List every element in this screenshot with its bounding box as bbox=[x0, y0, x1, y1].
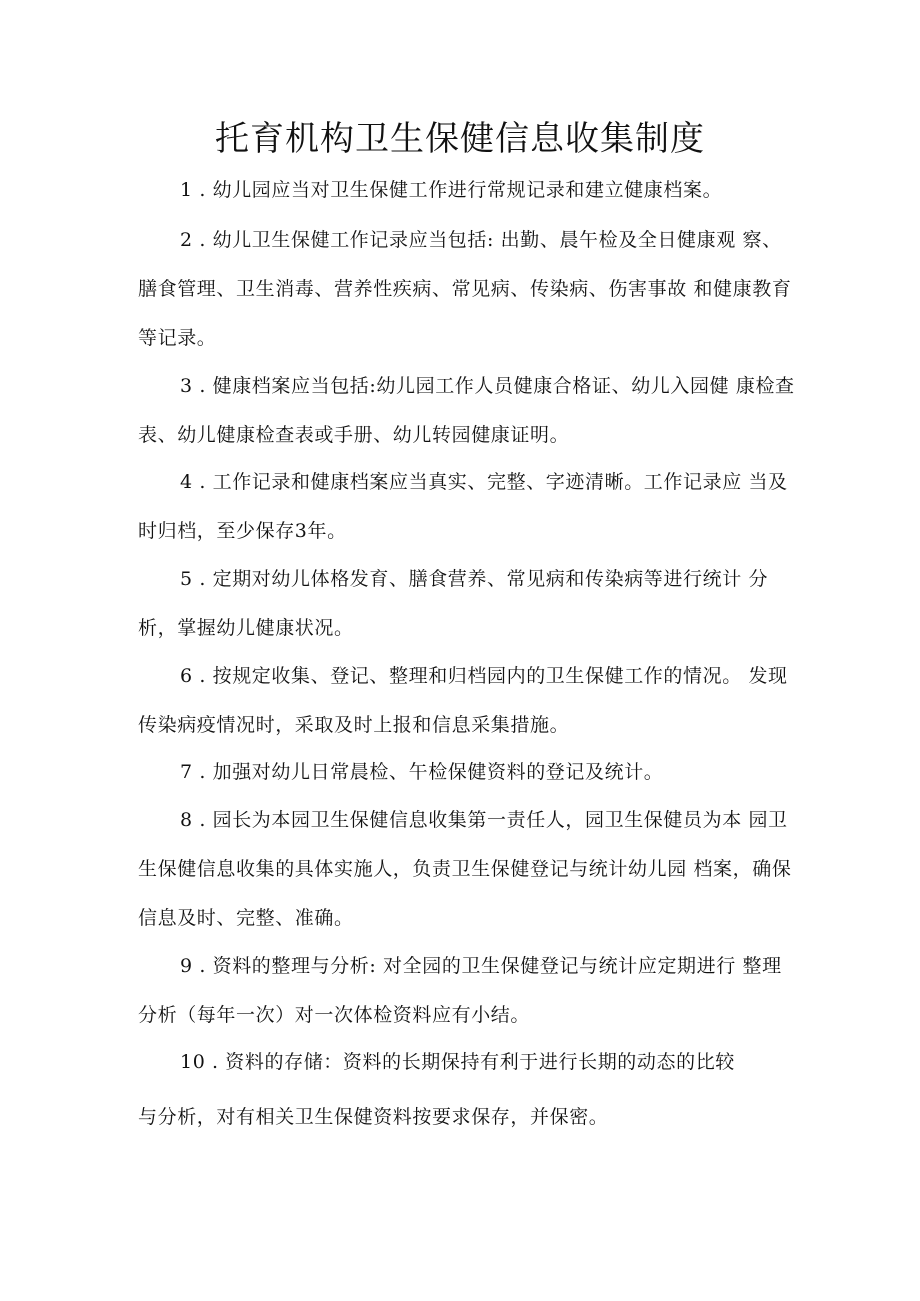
paragraph-9: 9 . 资料的整理与分析: 对全园的卫生保健登记与统计应定期进行 整理分析（每年一次）对一次体检资料应有小结。 bbox=[138, 955, 782, 1026]
document-title: 托育机构卫生保健信息收集制度 bbox=[215, 119, 705, 159]
paragraph-8: 8 . 园长为本园卫生保健信息收集第一责任人，园卫生保健员为本 园卫生保健信息收集的具体实施人，负责卫生保健登记与统计幼儿园 档案，确保信息及时、完整、准确。 bbox=[138, 809, 792, 929]
paragraph-10-first-line: 10 . 资料的存储：资料的长期保持有利于进行长期的动态的比较 bbox=[180, 1051, 735, 1073]
paragraph-1: 1 . 幼儿园应当对卫生保健工作进行常规记录和建立健康档案。 bbox=[180, 179, 723, 201]
paragraph-5: 5 . 定期对幼儿体格发育、膳食营养、常见病和传染病等进行统计 分析，掌握幼儿健康状况。 bbox=[138, 568, 769, 639]
paragraph-10-continuation: 与分析，对有相关卫生保健资料按要求保存，并保密。 bbox=[138, 1106, 609, 1128]
paragraph-6: 6 . 按规定收集、登记、整理和归档园内的卫生保健工作的情况。 发现传染病疫情况时，采取及时上报和信息采集措施。 bbox=[138, 665, 788, 736]
paragraph-4: 4 . 工作记录和健康档案应当真实、完整、字迹清晰。工作记录应 当及时归档，至少保存3年。 bbox=[138, 471, 788, 542]
paragraph-2: 2 . 幼儿卫生保健工作记录应当包括: 出勤、晨午检及全日健康观 察、膳食管理、卫生消毒、营养性疾病、常见病、传染病、伤害事故 和健康教育等记录。 bbox=[138, 229, 792, 349]
paragraph-3: 3 . 健康档案应当包括:幼儿园工作人员健康合格证、幼儿入园健 康检查表、幼儿健康检查表或手册、幼儿转园健康证明。 bbox=[138, 375, 795, 446]
paragraph-7: 7 . 加强对幼儿日常晨检、午检保健资料的登记及统计。 bbox=[180, 761, 664, 783]
